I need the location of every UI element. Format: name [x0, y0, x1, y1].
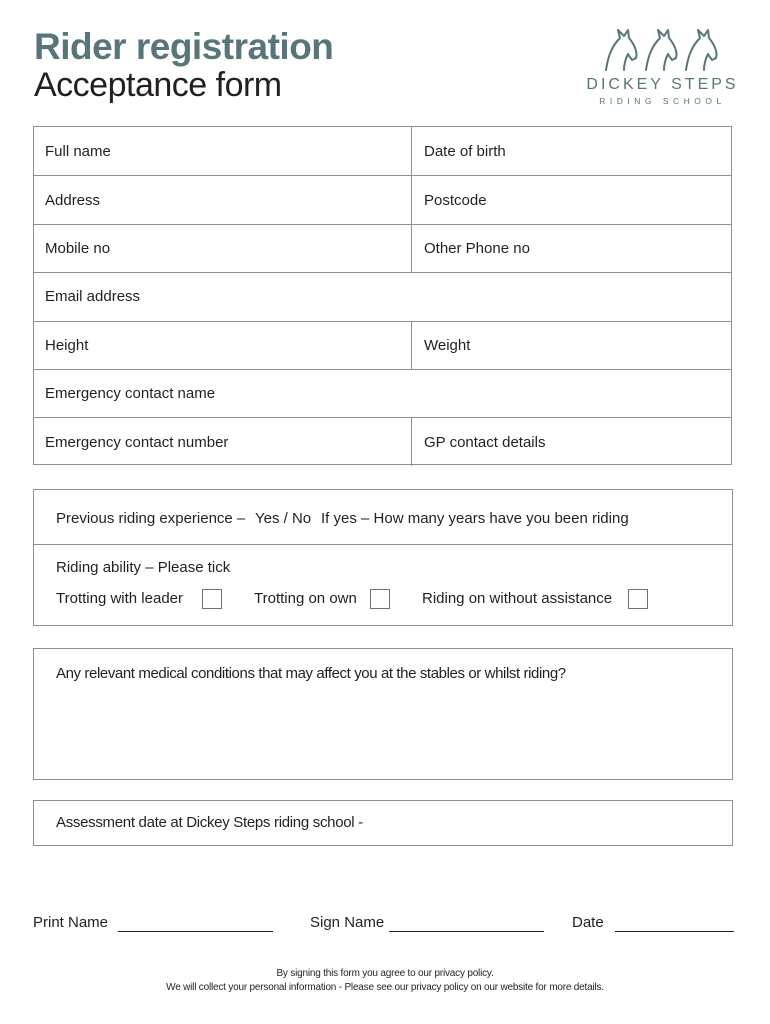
full-name-field[interactable]: Full name	[45, 142, 111, 160]
row-email	[34, 272, 731, 320]
assessment-date-field[interactable]	[33, 800, 733, 846]
weight-field[interactable]: Weight	[411, 322, 731, 369]
other-phone-field[interactable]: Other Phone no	[411, 225, 731, 272]
trotting-with-leader-checkbox[interactable]	[202, 589, 222, 609]
medical-conditions-question: Any relevant medical conditions that may affect you at the stables or whilst riding?	[56, 665, 566, 682]
experience-row	[34, 490, 732, 545]
yes-no-choice[interactable]: Yes / No	[255, 510, 312, 527]
option-trotting-with-leader-label: Trotting with leader	[56, 590, 184, 607]
row-emergency-name	[34, 369, 731, 417]
riding-without-assistance-checkbox[interactable]	[628, 589, 648, 609]
sign-name-label: Sign Name	[310, 914, 385, 931]
mobile-field[interactable]: Mobile no	[45, 239, 111, 257]
row-phone	[34, 224, 731, 272]
years-riding-question[interactable]: If yes – How many years have you been riding	[321, 510, 629, 527]
address-field[interactable]: Address	[45, 191, 101, 209]
horse-heads-icon	[602, 26, 724, 74]
gp-contact-field[interactable]: GP contact details	[411, 418, 731, 465]
logo-name: DICKEY STEPS	[586, 76, 739, 93]
dickey-steps-logo	[585, 26, 740, 108]
print-name-label: Print Name	[33, 914, 109, 931]
email-field[interactable]: Email address	[45, 288, 141, 306]
postcode-field[interactable]: Postcode	[411, 176, 731, 223]
logo-subtitle: RIDING SCHOOL	[599, 96, 726, 106]
trotting-on-own-checkbox[interactable]	[370, 589, 390, 609]
print-name-line[interactable]	[118, 931, 273, 932]
date-line[interactable]	[615, 931, 734, 932]
emergency-contact-number-field[interactable]: Emergency contact number	[45, 433, 229, 451]
page-subtitle: Acceptance form	[34, 66, 282, 104]
height-field[interactable]: Height	[45, 336, 89, 354]
row-address	[34, 175, 731, 223]
row-height-weight	[34, 321, 731, 369]
page-title: Rider registration	[34, 26, 334, 67]
personal-details-table	[33, 126, 732, 465]
date-label: Date	[572, 914, 604, 931]
row-name	[34, 127, 731, 175]
privacy-notice-line2: We will collect your personal information - Please see our privacy policy on our website for more details.	[166, 982, 604, 993]
medical-conditions-field[interactable]	[33, 648, 733, 780]
riding-experience-section	[33, 489, 733, 626]
option-trotting-on-own-label: Trotting on own	[254, 590, 357, 607]
riding-ability-label: Riding ability – Please tick	[56, 559, 231, 576]
option-riding-without-assistance-label: Riding on without assistance	[422, 590, 613, 607]
privacy-notice-line1: By signing this form you agree to our privacy policy.	[276, 968, 494, 979]
assessment-date-label: Assessment date at Dickey Steps riding school -	[56, 814, 363, 831]
experience-question: Previous riding experience –	[56, 510, 246, 527]
date-of-birth-field[interactable]: Date of birth	[411, 127, 731, 175]
sign-name-line[interactable]	[389, 931, 544, 932]
row-emergency-number	[34, 417, 731, 465]
emergency-contact-name-field[interactable]: Emergency contact name	[45, 385, 216, 403]
